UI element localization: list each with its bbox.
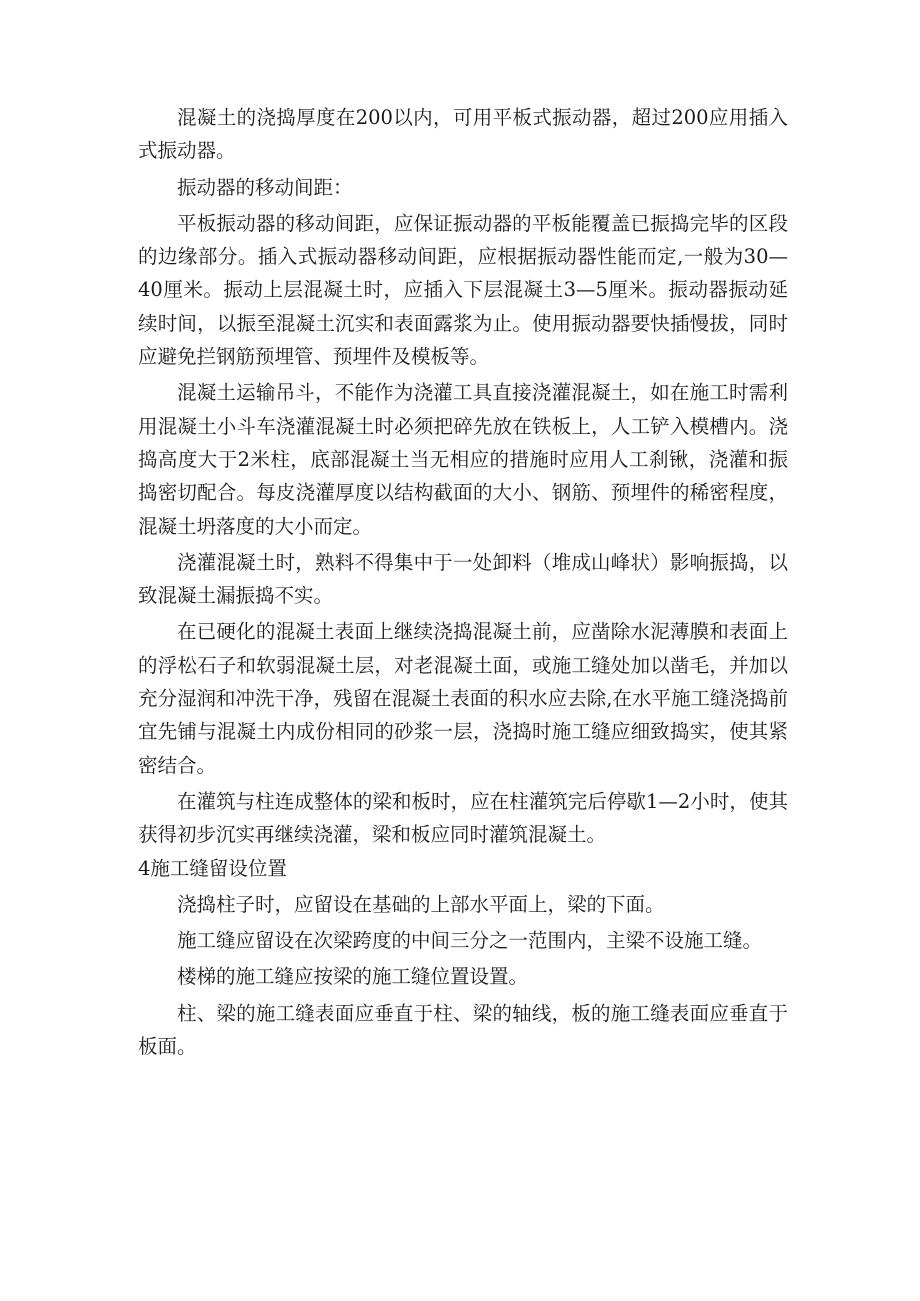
document-body: [138, 101, 788, 1063]
paragraph-beam-slab: 在灌筑与柱连成整体的梁和板时，应在柱灌筑完后停歇1—2小时，使其获得初步沉实再继续浇灌，梁和板应同时灌筑混凝土。: [138, 789, 788, 847]
paragraph-vibrator-spacing: 平板振动器的移动间距，应保证振动器的平板能覆盖已振捣完毕的区段的边缘部分。插入式振动器移动间距，应根据振动器性能而定,一般为30—40厘米。振动上层混凝土时，应插入下层混凝土3—5厘米。振动器振动延续时间，以振至混凝土沉实和表面露浆为止。使用振动器要快插慢拔，同时应避免拦钢筋预埋管、预埋件及模板等。: [138, 211, 788, 369]
paragraph-thickness: 混凝土的浇捣厚度在200以内，可用平板式振动器，超过200应用插入式振动器。: [138, 106, 788, 163]
paragraph-joint-surface: 柱、梁的施工缝表面应垂直于柱、梁的轴线，板的施工缝表面应垂直于板面。: [138, 1001, 788, 1059]
paragraph-stair-joint: 楼梯的施工缝应按梁的施工缝位置设置。: [177, 965, 529, 989]
paragraph-spacing-title: 振动器的移动间距：: [177, 175, 353, 199]
paragraph-unloading: 浇灌混凝土时，熟料不得集中于一处卸料（堆成山峰状）影响振捣，以致混凝土漏振捣不实。: [138, 550, 788, 608]
paragraph-bucket-pouring: 混凝土运输吊斗，不能作为浇灌工具直接浇灌混凝土，如在施工时需利用混凝土小斗车浇灌混凝土时必须把碎先放在铁板上，人工铲入模槽内。浇捣高度大于2米柱，底部混凝土当无相应的措施时应用人工刹锹，浇灌和振捣密切配合。每皮浇灌厚度以结构截面的大小、钢筋、预埋件的稀密程度，混凝土坍落度的大小而定。: [138, 381, 788, 538]
paragraph-secondary-beam: 施工缝应留设在次梁跨度的中间三分之一范围内，主梁不设施工缝。: [177, 929, 763, 953]
paragraph-hardened-surface: 在已硬化的混凝土表面上继续浇捣混凝土前，应凿除水泥薄膜和表面上的浮松石子和软弱混凝土层，对老混凝土面，或施工缝处加以凿毛，并加以充分湿润和冲洗干净，残留在混凝土表面的积水应去除,在水平施工缝浇捣前宜先铺与混凝土内成份相同的砂浆一层，浇捣时施工缝应细致捣实，使其紧密结合。: [138, 620, 788, 777]
section-heading: 4施工缝留设位置: [138, 856, 287, 880]
paragraph-column-joint: 浇捣柱子时，应留设在基础的上部水平面上，梁的下面。: [177, 892, 665, 916]
